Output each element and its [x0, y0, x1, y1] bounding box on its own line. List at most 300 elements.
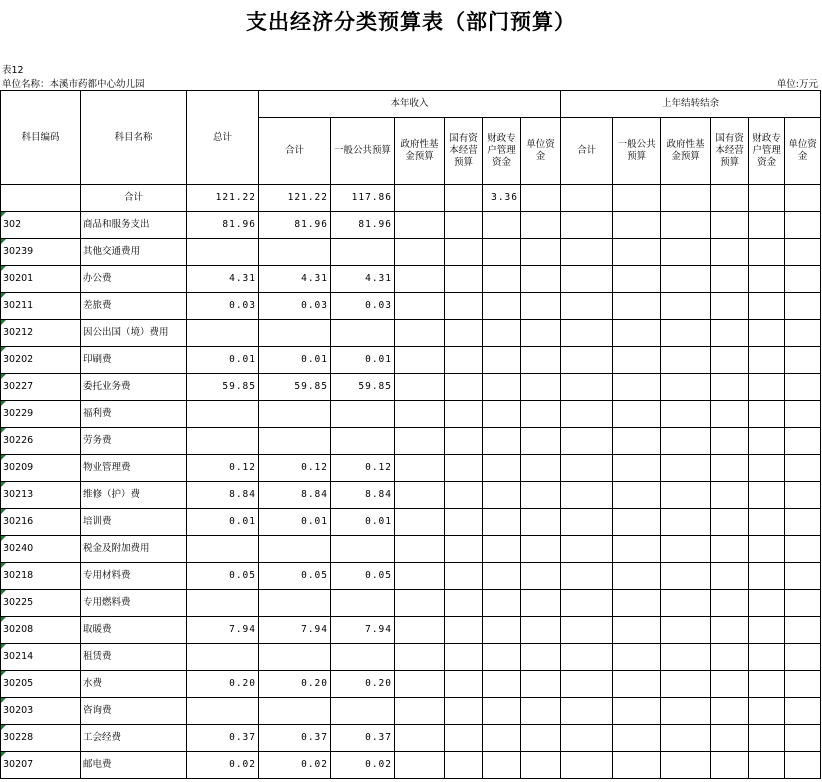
cell-empty	[521, 509, 561, 536]
table-row	[1, 725, 821, 752]
cell-special-account: 3.36	[483, 185, 521, 212]
cell-empty	[613, 212, 661, 239]
table-row-total	[1, 185, 821, 212]
cell-special-account	[483, 212, 521, 239]
cell-total	[187, 590, 259, 617]
cell-total: 7.94	[187, 617, 259, 644]
cell-state-capital	[445, 374, 483, 401]
cell-state-capital	[445, 212, 483, 239]
cell-empty	[561, 590, 613, 617]
header-current-col: 政府性基金预算	[395, 118, 445, 185]
cell-gov-fund	[395, 455, 445, 482]
cell-general-budget	[331, 320, 395, 347]
cell-empty	[521, 347, 561, 374]
cell-special-account	[483, 536, 521, 563]
cell-name: 税金及附加费用	[81, 536, 187, 563]
header-current-income: 本年收入	[259, 91, 561, 118]
cell-gov-fund	[395, 239, 445, 266]
cell-empty	[749, 725, 785, 752]
cell-special-account	[483, 671, 521, 698]
cell-empty	[785, 644, 821, 671]
cell-empty	[785, 698, 821, 725]
cell-empty	[561, 212, 613, 239]
cell-empty	[521, 239, 561, 266]
cell-state-capital	[445, 725, 483, 752]
cell-empty	[711, 590, 749, 617]
cell-empty	[749, 293, 785, 320]
cell-empty	[785, 725, 821, 752]
cell-name: 劳务费	[81, 428, 187, 455]
cell-empty	[661, 725, 711, 752]
cell-code: 30227	[1, 374, 81, 401]
cell-empty	[785, 401, 821, 428]
cell-empty	[561, 266, 613, 293]
cell-code: 30211	[1, 293, 81, 320]
cell-name: 物业管理费	[81, 455, 187, 482]
cell-code: 30216	[1, 509, 81, 536]
cell-current-total	[259, 590, 331, 617]
header-name: 科目名称	[81, 91, 187, 185]
cell-current-total: 0.03	[259, 293, 331, 320]
cell-total: 0.20	[187, 671, 259, 698]
cell-empty	[561, 374, 613, 401]
cell-empty	[613, 401, 661, 428]
cell-gov-fund	[395, 212, 445, 239]
cell-current-total	[259, 320, 331, 347]
cell-code	[1, 185, 81, 212]
cell-current-total: 121.22	[259, 185, 331, 212]
cell-code: 30218	[1, 563, 81, 590]
cell-total: 59.85	[187, 374, 259, 401]
cell-empty	[561, 752, 613, 779]
cell-empty	[661, 212, 711, 239]
cell-state-capital	[445, 671, 483, 698]
cell-name: 租赁费	[81, 644, 187, 671]
cell-empty	[561, 401, 613, 428]
cell-empty	[749, 563, 785, 590]
cell-special-account	[483, 320, 521, 347]
cell-state-capital	[445, 509, 483, 536]
cell-current-total	[259, 401, 331, 428]
cell-empty	[613, 293, 661, 320]
cell-name: 商品和服务支出	[81, 212, 187, 239]
cell-name: 工会经费	[81, 725, 187, 752]
table-row	[1, 563, 821, 590]
cell-current-total	[259, 698, 331, 725]
cell-empty	[711, 293, 749, 320]
budget-table	[0, 90, 821, 779]
cell-general-budget: 0.12	[331, 455, 395, 482]
cell-general-budget	[331, 590, 395, 617]
cell-gov-fund	[395, 698, 445, 725]
table-row	[1, 293, 821, 320]
cell-empty	[785, 482, 821, 509]
cell-current-total: 0.37	[259, 725, 331, 752]
cell-empty	[661, 644, 711, 671]
cell-state-capital	[445, 401, 483, 428]
cell-general-budget	[331, 698, 395, 725]
cell-state-capital	[445, 698, 483, 725]
cell-name: 专用燃料费	[81, 590, 187, 617]
table-row	[1, 644, 821, 671]
cell-gov-fund	[395, 482, 445, 509]
cell-special-account	[483, 401, 521, 428]
cell-total	[187, 428, 259, 455]
unit-name: 单位名称：本溪市药都中心幼儿园	[2, 79, 145, 90]
cell-empty	[711, 617, 749, 644]
table-row	[1, 428, 821, 455]
cell-empty	[613, 590, 661, 617]
cell-empty	[749, 617, 785, 644]
cell-code: 30203	[1, 698, 81, 725]
cell-general-budget	[331, 239, 395, 266]
cell-empty	[521, 266, 561, 293]
cell-empty	[749, 428, 785, 455]
cell-empty	[711, 320, 749, 347]
cell-code: 30239	[1, 239, 81, 266]
cell-empty	[661, 293, 711, 320]
cell-empty	[561, 698, 613, 725]
unit-label: 单位:万元	[776, 79, 818, 90]
table-row	[1, 266, 821, 293]
table-row	[1, 239, 821, 266]
cell-general-budget: 4.31	[331, 266, 395, 293]
cell-empty	[749, 374, 785, 401]
header-carry-col: 政府性基金预算	[661, 118, 711, 185]
cell-empty	[711, 401, 749, 428]
cell-empty	[749, 536, 785, 563]
cell-empty	[661, 428, 711, 455]
cell-empty	[749, 455, 785, 482]
cell-gov-fund	[395, 347, 445, 374]
cell-state-capital	[445, 266, 483, 293]
cell-total: 4.31	[187, 266, 259, 293]
cell-general-budget: 0.05	[331, 563, 395, 590]
cell-name: 水费	[81, 671, 187, 698]
cell-empty	[521, 428, 561, 455]
cell-state-capital	[445, 644, 483, 671]
cell-name: 差旅费	[81, 293, 187, 320]
cell-empty	[785, 509, 821, 536]
header-carry-col: 国有资本经营预算	[711, 118, 749, 185]
cell-empty	[613, 644, 661, 671]
cell-gov-fund	[395, 671, 445, 698]
cell-empty	[613, 239, 661, 266]
cell-code: 30207	[1, 752, 81, 779]
cell-current-total: 0.20	[259, 671, 331, 698]
table-row	[1, 617, 821, 644]
cell-empty	[711, 482, 749, 509]
cell-empty	[521, 725, 561, 752]
header-carry-col: 合计	[561, 118, 613, 185]
cell-general-budget	[331, 401, 395, 428]
cell-special-account	[483, 698, 521, 725]
cell-empty	[521, 293, 561, 320]
cell-empty	[785, 239, 821, 266]
cell-general-budget: 7.94	[331, 617, 395, 644]
cell-special-account	[483, 293, 521, 320]
cell-empty	[521, 644, 561, 671]
cell-empty	[613, 698, 661, 725]
cell-empty	[561, 293, 613, 320]
cell-empty	[785, 185, 821, 212]
cell-special-account	[483, 752, 521, 779]
cell-state-capital	[445, 320, 483, 347]
cell-empty	[661, 320, 711, 347]
cell-empty	[561, 185, 613, 212]
cell-empty	[749, 320, 785, 347]
cell-empty	[785, 428, 821, 455]
cell-empty	[661, 347, 711, 374]
cell-name: 印刷费	[81, 347, 187, 374]
cell-current-total: 59.85	[259, 374, 331, 401]
cell-empty	[749, 752, 785, 779]
cell-empty	[749, 401, 785, 428]
cell-special-account	[483, 509, 521, 536]
header-code: 科目编码	[1, 91, 81, 185]
cell-empty	[661, 590, 711, 617]
cell-empty	[521, 563, 561, 590]
cell-name: 合计	[81, 185, 187, 212]
cell-empty	[613, 455, 661, 482]
cell-empty	[613, 509, 661, 536]
cell-current-total: 8.84	[259, 482, 331, 509]
cell-empty	[711, 698, 749, 725]
cell-current-total	[259, 644, 331, 671]
cell-empty	[661, 698, 711, 725]
cell-general-budget: 0.37	[331, 725, 395, 752]
cell-current-total: 81.96	[259, 212, 331, 239]
cell-general-budget: 8.84	[331, 482, 395, 509]
cell-empty	[785, 212, 821, 239]
cell-empty	[561, 347, 613, 374]
cell-empty	[661, 185, 711, 212]
cell-state-capital	[445, 752, 483, 779]
cell-empty	[613, 482, 661, 509]
header-current-col: 财政专户管理资金	[483, 118, 521, 185]
cell-empty	[613, 428, 661, 455]
cell-name: 邮电费	[81, 752, 187, 779]
header-current-col: 合计	[259, 118, 331, 185]
cell-gov-fund	[395, 401, 445, 428]
cell-gov-fund	[395, 644, 445, 671]
cell-general-budget: 0.01	[331, 347, 395, 374]
cell-empty	[661, 671, 711, 698]
cell-empty	[749, 590, 785, 617]
cell-special-account	[483, 590, 521, 617]
cell-empty	[613, 725, 661, 752]
cell-empty	[661, 266, 711, 293]
cell-current-total: 7.94	[259, 617, 331, 644]
cell-empty	[661, 752, 711, 779]
cell-empty	[711, 185, 749, 212]
cell-code: 302	[1, 212, 81, 239]
cell-empty	[785, 536, 821, 563]
cell-empty	[785, 374, 821, 401]
cell-empty	[749, 482, 785, 509]
cell-general-budget	[331, 644, 395, 671]
cell-empty	[561, 644, 613, 671]
table-row	[1, 752, 821, 779]
cell-code: 30212	[1, 320, 81, 347]
cell-empty	[661, 536, 711, 563]
cell-total: 0.37	[187, 725, 259, 752]
cell-empty	[785, 752, 821, 779]
cell-empty	[521, 185, 561, 212]
cell-gov-fund	[395, 752, 445, 779]
cell-current-total: 0.05	[259, 563, 331, 590]
table-row	[1, 212, 821, 239]
cell-code: 30201	[1, 266, 81, 293]
cell-gov-fund	[395, 536, 445, 563]
cell-total: 0.05	[187, 563, 259, 590]
cell-empty	[661, 239, 711, 266]
cell-general-budget: 81.96	[331, 212, 395, 239]
cell-empty	[661, 563, 711, 590]
cell-empty	[711, 509, 749, 536]
cell-empty	[785, 293, 821, 320]
table-row	[1, 590, 821, 617]
cell-state-capital	[445, 590, 483, 617]
cell-empty	[785, 266, 821, 293]
cell-total: 0.01	[187, 509, 259, 536]
table-row	[1, 347, 821, 374]
cell-empty	[561, 482, 613, 509]
cell-special-account	[483, 374, 521, 401]
cell-general-budget: 0.03	[331, 293, 395, 320]
cell-empty	[521, 698, 561, 725]
cell-current-total: 0.01	[259, 347, 331, 374]
cell-empty	[711, 428, 749, 455]
cell-state-capital	[445, 428, 483, 455]
cell-empty	[711, 536, 749, 563]
cell-empty	[785, 671, 821, 698]
cell-gov-fund	[395, 617, 445, 644]
cell-empty	[521, 752, 561, 779]
cell-empty	[561, 671, 613, 698]
cell-general-budget: 0.20	[331, 671, 395, 698]
cell-empty	[749, 671, 785, 698]
cell-empty	[785, 590, 821, 617]
cell-empty	[561, 563, 613, 590]
cell-empty	[661, 617, 711, 644]
cell-general-budget: 0.01	[331, 509, 395, 536]
cell-empty	[749, 509, 785, 536]
cell-name: 专用材料费	[81, 563, 187, 590]
cell-empty	[561, 455, 613, 482]
cell-special-account	[483, 617, 521, 644]
cell-current-total: 4.31	[259, 266, 331, 293]
cell-empty	[711, 644, 749, 671]
cell-empty	[749, 212, 785, 239]
cell-special-account	[483, 563, 521, 590]
cell-total	[187, 239, 259, 266]
cell-empty	[785, 563, 821, 590]
cell-empty	[561, 428, 613, 455]
table-row	[1, 698, 821, 725]
page-title: 支出经济分类预算表（部门预算）	[246, 9, 576, 34]
cell-total	[187, 536, 259, 563]
cell-special-account	[483, 347, 521, 374]
cell-total: 0.02	[187, 752, 259, 779]
table-number: 表12	[2, 65, 24, 76]
header-carry-col: 一般公共预算	[613, 118, 661, 185]
cell-name: 咨询费	[81, 698, 187, 725]
cell-empty	[613, 374, 661, 401]
cell-total	[187, 401, 259, 428]
cell-empty	[521, 212, 561, 239]
cell-empty	[711, 455, 749, 482]
cell-name: 取暖费	[81, 617, 187, 644]
cell-special-account	[483, 644, 521, 671]
cell-empty	[711, 212, 749, 239]
cell-empty	[613, 347, 661, 374]
cell-general-budget	[331, 536, 395, 563]
cell-special-account	[483, 239, 521, 266]
cell-gov-fund	[395, 293, 445, 320]
cell-empty	[749, 185, 785, 212]
cell-code: 30205	[1, 671, 81, 698]
header-total: 总计	[187, 91, 259, 185]
cell-current-total: 0.02	[259, 752, 331, 779]
cell-state-capital	[445, 347, 483, 374]
cell-empty	[521, 401, 561, 428]
cell-special-account	[483, 455, 521, 482]
header-carryover: 上年结转结余	[561, 91, 821, 118]
cell-empty	[613, 320, 661, 347]
cell-code: 30214	[1, 644, 81, 671]
cell-gov-fund	[395, 590, 445, 617]
cell-total: 0.01	[187, 347, 259, 374]
cell-empty	[521, 455, 561, 482]
cell-empty	[561, 536, 613, 563]
cell-empty	[749, 644, 785, 671]
cell-code: 30202	[1, 347, 81, 374]
cell-total	[187, 698, 259, 725]
cell-empty	[613, 536, 661, 563]
table-row	[1, 320, 821, 347]
table-row	[1, 509, 821, 536]
cell-empty	[521, 320, 561, 347]
cell-empty	[661, 401, 711, 428]
cell-gov-fund	[395, 563, 445, 590]
cell-special-account	[483, 266, 521, 293]
cell-empty	[785, 320, 821, 347]
table-row	[1, 374, 821, 401]
cell-state-capital	[445, 617, 483, 644]
cell-current-total: 0.01	[259, 509, 331, 536]
cell-code: 30225	[1, 590, 81, 617]
cell-empty	[711, 725, 749, 752]
cell-empty	[785, 347, 821, 374]
table-row	[1, 536, 821, 563]
cell-empty	[613, 752, 661, 779]
cell-total: 121.22	[187, 185, 259, 212]
cell-current-total	[259, 536, 331, 563]
cell-special-account	[483, 725, 521, 752]
cell-gov-fund	[395, 509, 445, 536]
cell-special-account	[483, 482, 521, 509]
cell-empty	[711, 239, 749, 266]
cell-empty	[561, 617, 613, 644]
cell-total: 0.03	[187, 293, 259, 320]
cell-empty	[661, 455, 711, 482]
cell-empty	[613, 185, 661, 212]
cell-empty	[521, 536, 561, 563]
cell-gov-fund	[395, 428, 445, 455]
header-current-col: 单位资金	[521, 118, 561, 185]
cell-state-capital	[445, 293, 483, 320]
